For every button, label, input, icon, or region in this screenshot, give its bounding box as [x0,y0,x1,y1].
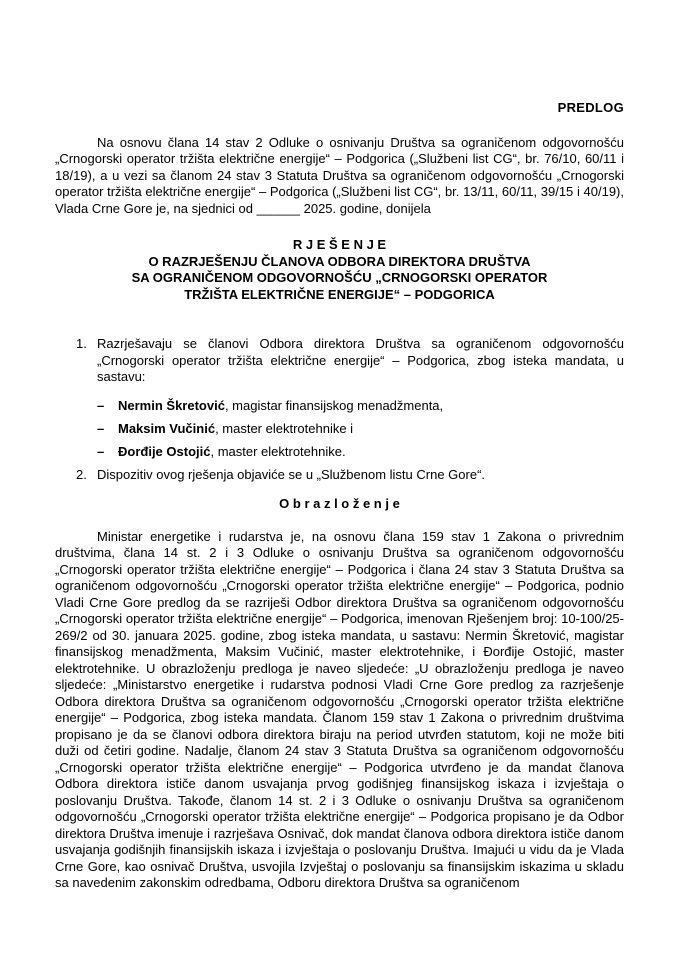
document-status-label: PREDLOG [557,100,624,115]
dash-bullet: – [97,443,105,459]
list-item [55,444,624,461]
member-title: , master elektrotehnike. [210,443,346,459]
decision-item-1 [55,336,624,386]
dash-bullet: – [97,397,105,413]
item-text: Dispozitiv ovog rješenja objaviće se u „Službenom listu Crne Gore“. [97,466,486,482]
document-title [55,237,624,303]
member-name: Đorđije Ostojić [118,443,211,459]
title-line-4: TRŽIŠTA ELEKTRIČNE ENERGIJE“ – PODGORICA [184,286,495,302]
item-text: Razrješavaju se članovi Odbora direktora Društva sa ograničenom odgovornošću „Crnogorski operator tržišta električne energije“ – Podgorica, zbog isteka mandata, u sastavu: [97,336,624,384]
member-list [55,398,624,461]
list-item [55,398,624,415]
item-number: 1. [76,336,87,351]
list-item [55,421,624,438]
item-number: 2. [76,466,87,482]
title-line-2: O RAZRJEŠENJU ČLANOVA ODBORA DIREKTORA DRUŠTVA [148,253,531,269]
decision-item-2 [55,467,624,484]
member-name: Maksim Vučinić [118,420,216,436]
explanation-heading: O b r a z l o ž e n j e [279,496,400,511]
title-line-3: SA OGRANIČENOM ODGOVORNOŠĆU „CRNOGORSKI OPERATOR [131,270,548,285]
member-title: , master elektrotehnike i [215,420,354,436]
title-line-1: R J E Š E N J E [292,237,387,252]
member-name: Nermin Škretović [118,397,225,413]
explanation-paragraph: Ministar energetike i rudarstva je, na osnovu člana 159 stav 1 Zakona o privrednim društvima, člana 14 st. 2 i 3 Odluke o osnivanju Društva sa ograničenom odgovornošću „Crnogorski operator tržišta električne energije“ – Podgorica i člana 24 stav 3 Statuta Društva sa ograničenom odgovornošću „Crnogorski operator tržišta električne energije“ – Podgorica, podnio Vladi Crne Gore predlog da se razriješi Odbor direktora Društva sa ograničenom odgovornošću „Crnogorski operator tržišta električne energije“ – Podgorica, imenovan Rješenjem broj: 10-100/25-269/2 od 30. januara 2025. godine, zbog isteka mandata, u sastavu: Nermin Škretović, magistar finansijskog menadžmenta, Maksim Vučinić, master elektrotehnike, i Đorđije Ostojić, master elektrotehnike. U obrazloženju predloga je naveo sljedeće: „U obrazloženju predloga je naveo sljedeće: „Ministarstvo energetike i rudarstva podnosi Vladi Crne Gore predlog za razrješenje Odbora direktora Društva sa ograničenom odgovornošću „Crnogorski operator tržišta električne energije“ – Podgorica, zbog isteka mandata. Članom 159 stav 1 Zakona o privrednim društvima propisano je da se članovi odbora direktora biraju na period utvrđen statutom, koji ne može biti duži od četiri godine. Nadalje, članom 24 stav 3 Statuta Društva sa ograničenom odgovornošću „Crnogorski operator tržišta električne energije“ – Podgorica utvrđeno je da mandat članova Odbora direktora ističe danom usvajanja prvog godišnjeg finansijskog iskaza i izvještaja o poslovanju Društva. Takođe, članom 14 st. 2 i 3 Odluke o osnivanju Društva sa ograničenom odgovornošću „Crnogorski operator tržišta električne energije“ – Podgorica propisano je da Odbor direktora Društva imenuje i razrješava Osnivač, dok mandat članova odbora direktora ističe danom usvajanja godišnjih finansijskih iskaza i izvještaja o poslovanju Društva. Imajući u vidu da je Vlada Crne Gore, kao osnivač Društva, usvojila Izvještaj o poslovanju sa finansijskim iskazima u skladu sa navedenim zakonskim odredbama, Odboru direktora Društva sa ograničenom [55,528,624,890]
member-title: , magistar finansijskog menadžmenta, [224,397,444,413]
dash-bullet: – [97,420,105,436]
preamble-paragraph: Na osnovu člana 14 stav 2 Odluke o osnivanju Društva sa ograničenom odgovornošću „Crnogorski operator tržišta električne energije“ – Podgorica („Službeni list CG“, br. 76/10, 60/11 i 18/19), a u vezi sa članom 24 stav 3 Statuta Društva sa ograničenom odgovornošću „Crnogorski operator tržišta električne energije“ – Podgorica („Službeni list CG“, br. 13/11, 60/11, 39/15 i 40/19), Vlada Crne Gore je, na sjednici od ______ 2025. godine, donijela [55,134,624,216]
